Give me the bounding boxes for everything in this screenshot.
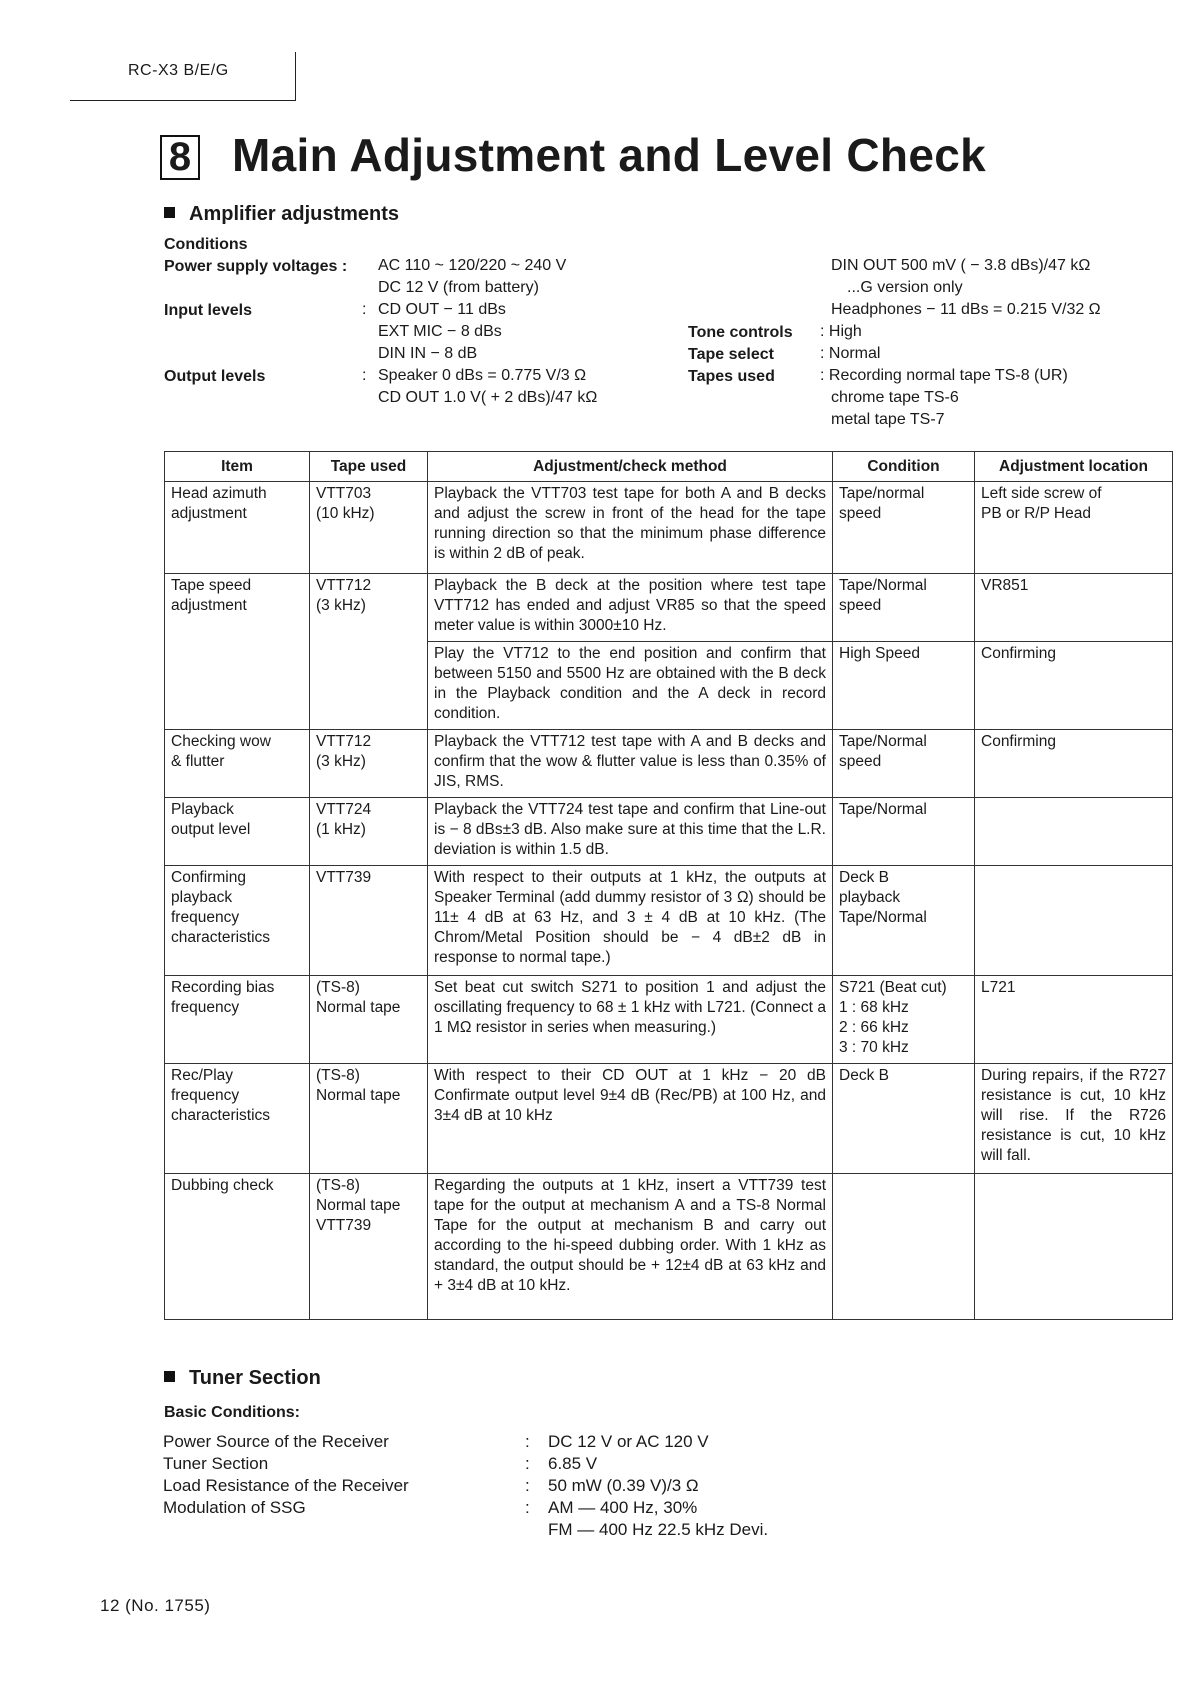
cell-method: Playback the B deck at the position where test tape VTT712 has ended and adjust VR85 so that the speed meter value is within 3000±10 Hz. xyxy=(428,574,833,642)
cell-location: Confirming xyxy=(975,730,1173,798)
cell-item: Confirming playback frequency characteristics xyxy=(165,866,310,976)
header-rule-vertical xyxy=(295,52,296,101)
cell-location: Confirming xyxy=(975,642,1173,730)
power-supply-values xyxy=(378,255,566,299)
tuner-colon: : xyxy=(525,1432,530,1451)
tuner-heading xyxy=(164,1367,321,1390)
cell-item: Rec/Play frequency characteristics xyxy=(165,1064,310,1174)
cell-item: Checking wow & flutter xyxy=(165,730,310,798)
tuner-label: Tuner Section xyxy=(163,1454,269,1473)
tone-controls-label: Tone controls xyxy=(688,324,793,341)
amplifier-heading-text: Amplifier adjustments xyxy=(189,203,400,225)
input-levels-values xyxy=(378,299,506,365)
cell-location: Left side screw of PB or R/P Head xyxy=(975,482,1173,574)
col-header-location: Adjustment location xyxy=(975,452,1173,482)
input-level-line: EXT MIC − 8 dBs xyxy=(378,323,502,340)
input-levels-colon: : xyxy=(362,301,367,318)
cell-location: L721 xyxy=(975,976,1173,1064)
tape-select-label: Tape select xyxy=(688,346,774,363)
tone-controls-value: : High xyxy=(820,323,862,340)
cell-method: Playback the VTT712 test tape with A and B decks and confirm that the wow & flutter value is less than 0.35% of JIS, RMS. xyxy=(428,730,833,798)
tape-line: chrome tape TS-6 xyxy=(831,389,959,406)
table-row xyxy=(165,730,1173,798)
tape-select-value: : Normal xyxy=(820,345,881,362)
tuner-colons xyxy=(525,1431,530,1541)
cell-method: With respect to their CD OUT at 1 kHz − 20 dB Confirmate output level 9±4 dB (Rec/PB) at 100 Hz, and 3±4 dB at 10 kHz xyxy=(428,1064,833,1174)
cell-item: Head azimuth adjustment xyxy=(165,482,310,574)
cell-method: With respect to their outputs at 1 kHz, the outputs at Speaker Terminal (add dummy resistor of 3 Ω) should be 11± 4 dB at 63 Hz, and 3 ± 4 dB at 10 kHz. (The Chrom/Metal Position should be − 4 dB±2 dB in response to normal tape.) xyxy=(428,866,833,976)
basic-conditions-label: Basic Conditions: xyxy=(164,1404,301,1421)
tuner-value: 50 mW (0.39 V)/3 Ω xyxy=(548,1476,699,1495)
tapes-used-label: Tapes used xyxy=(688,368,775,385)
cell-location: VR851 xyxy=(975,574,1173,642)
cell-condition: Tape/Normal speed xyxy=(833,574,975,642)
cell-condition: Tape/Normal xyxy=(833,798,975,866)
page-title: Main Adjustment and Level Check xyxy=(232,129,986,181)
cell-condition: S721 (Beat cut) 1 : 68 kHz 2 : 66 kHz 3 : 70 kHz xyxy=(833,976,975,1064)
input-levels-label: Input levels xyxy=(164,302,253,319)
model-code: RC-X3 B/E/G xyxy=(128,62,229,79)
adjustment-table xyxy=(164,451,1173,1320)
cell-tape: VTT703 (10 kHz) xyxy=(310,482,428,574)
headphones-line: Headphones − 11 dBs = 0.215 V/32 Ω xyxy=(831,301,1101,318)
header-rule-horizontal xyxy=(70,100,296,101)
right-conditions xyxy=(831,255,1101,321)
table-row xyxy=(165,798,1173,866)
cell-item: Dubbing check xyxy=(165,1174,310,1320)
tuner-label xyxy=(163,1519,409,1541)
col-header-condition: Condition xyxy=(833,452,975,482)
cell-tape: (TS-8) Normal tape xyxy=(310,976,428,1064)
col-header-method: Adjustment/check method xyxy=(428,452,833,482)
cell-location xyxy=(975,866,1173,976)
tuner-label: Modulation of SSG xyxy=(163,1498,306,1517)
output-levels-label: Output levels xyxy=(164,368,266,385)
cell-location xyxy=(975,1174,1173,1320)
cell-condition: Tape/Normal speed xyxy=(833,730,975,798)
bullet-square-icon xyxy=(164,1371,175,1382)
tape-line: : Recording normal tape TS-8 (UR) xyxy=(820,367,1068,384)
tuner-value: DC 12 V or AC 120 V xyxy=(548,1432,709,1451)
tuner-label: Power Source of the Receiver xyxy=(163,1432,389,1451)
cell-item: Playback output level xyxy=(165,798,310,866)
power-supply-label: Power supply voltages : xyxy=(164,258,348,275)
tuner-colon: : xyxy=(525,1498,530,1517)
cell-method: Playback the VTT703 test tape for both A and B decks and adjust the screw in front of the head for the tape running direction so that the minimum phase difference is within 2 dB of peak. xyxy=(428,482,833,574)
tapes-used-values xyxy=(820,365,1068,431)
tuner-heading-text: Tuner Section xyxy=(189,1367,321,1389)
cell-tape: VTT739 xyxy=(310,866,428,976)
cell-condition: Tape/normal speed xyxy=(833,482,975,574)
tuner-labels xyxy=(163,1431,409,1541)
col-header-item: Item xyxy=(165,452,310,482)
tape-line: metal tape TS-7 xyxy=(831,411,945,428)
input-level-line: CD OUT − 11 dBs xyxy=(378,301,506,318)
cell-tape: VTT712 (3 kHz) xyxy=(310,574,428,730)
cell-method: Playback the VTT724 test tape and confirm that Line-out is − 8 dBs±3 dB. Also make sure at this time that the L.R. deviation is within 1.5 dB. xyxy=(428,798,833,866)
power-supply-line: AC 110 ~ 120/220 ~ 240 V xyxy=(378,257,567,274)
amplifier-heading xyxy=(164,203,399,226)
cell-tape: VTT724 (1 kHz) xyxy=(310,798,428,866)
page-number: 12 (No. 1755) xyxy=(100,1596,211,1615)
tuner-colon xyxy=(525,1519,530,1541)
tuner-value: FM — 400 Hz 22.5 kHz Devi. xyxy=(548,1520,769,1539)
cell-location: During repairs, if the R727 resistance is cut, 10 kHz will rise. If the R726 resistance is cut, 10 kHz will fall. xyxy=(975,1064,1173,1174)
table-row xyxy=(165,866,1173,976)
tuner-value: AM — 400 Hz, 30% xyxy=(548,1498,698,1517)
power-supply-line: DC 12 V (from battery) xyxy=(378,279,539,296)
tuner-label: Load Resistance of the Receiver xyxy=(163,1476,409,1495)
cell-condition: Deck B playback Tape/Normal xyxy=(833,866,975,976)
cell-condition xyxy=(833,1174,975,1320)
table-row xyxy=(165,1174,1173,1320)
cell-item: Tape speed adjustment xyxy=(165,574,310,730)
table-row xyxy=(165,976,1173,1064)
cell-tape: (TS-8) Normal tape VTT739 xyxy=(310,1174,428,1320)
tuner-values xyxy=(548,1431,768,1541)
cell-method: Regarding the outputs at 1 kHz, insert a VTT739 test tape for the output at mechanism A and a TS-8 Normal Tape for the output at mechanism B and carry out according to the hi-speed dubbing order. With 1 kHz as standard, the output should be + 12±4 dB at 63 kHz and + 3±4 dB at 10 kHz. xyxy=(428,1174,833,1320)
cell-tape: (TS-8) Normal tape xyxy=(310,1064,428,1174)
cell-condition: High Speed xyxy=(833,642,975,730)
section-number: 8 xyxy=(160,135,200,180)
col-header-tape: Tape used xyxy=(310,452,428,482)
cell-method: Set beat cut switch S271 to position 1 and adjust the oscillating frequency to 68 ± 1 kHz with L721. (Connect a 1 MΩ resistor in series when measuring.) xyxy=(428,976,833,1064)
cell-condition: Deck B xyxy=(833,1064,975,1174)
din-out-line: DIN OUT 500 mV ( − 3.8 dBs)/47 kΩ xyxy=(831,257,1091,274)
table-row xyxy=(165,574,1173,642)
output-level-line: Speaker 0 dBs = 0.775 V/3 Ω xyxy=(378,367,587,384)
table-row xyxy=(165,482,1173,574)
tuner-colon: : xyxy=(525,1476,530,1495)
cell-method: Play the VT712 to the end position and confirm that between 5150 and 5500 Hz are obtained with the B deck in the Playback condition and the A deck in record condition. xyxy=(428,642,833,730)
tuner-value: 6.85 V xyxy=(548,1454,598,1473)
table-row xyxy=(165,1064,1173,1174)
output-levels-colon: : xyxy=(362,367,367,384)
output-level-line: CD OUT 1.0 V( + 2 dBs)/47 kΩ xyxy=(378,389,598,406)
cell-tape: VTT712 (3 kHz) xyxy=(310,730,428,798)
cell-item: Recording bias frequency xyxy=(165,976,310,1064)
g-version-line: ...G version only xyxy=(847,279,963,296)
input-level-line: DIN IN − 8 dB xyxy=(378,345,478,362)
cell-location xyxy=(975,798,1173,866)
output-levels-values xyxy=(378,365,597,409)
table-header-row xyxy=(165,452,1173,482)
tuner-colon: : xyxy=(525,1454,530,1473)
bullet-square-icon xyxy=(164,207,175,218)
conditions-label: Conditions xyxy=(164,236,248,253)
